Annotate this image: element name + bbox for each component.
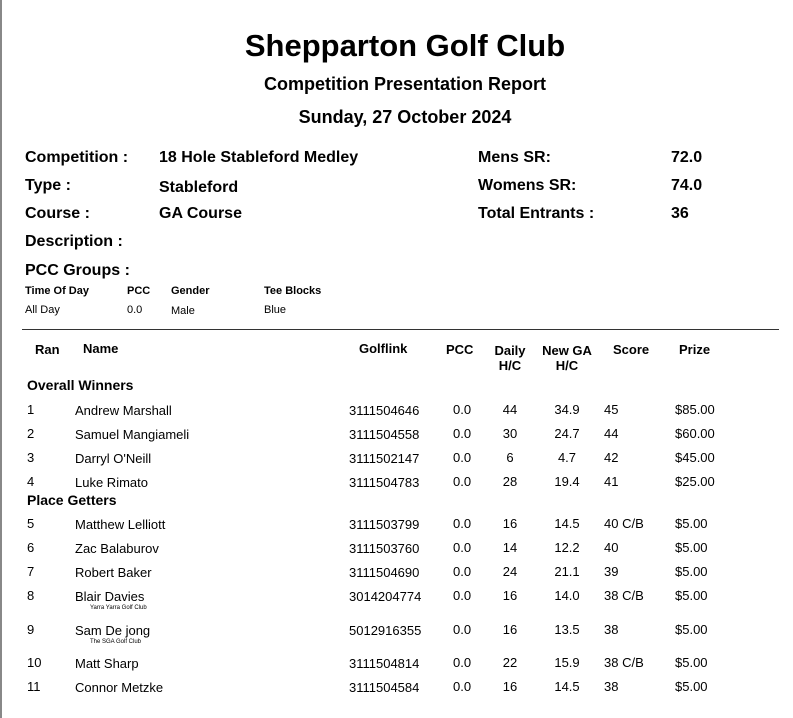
row-rank: 6 bbox=[27, 540, 35, 555]
row-score: 40 C/B bbox=[604, 516, 644, 531]
row-score: 39 bbox=[604, 564, 619, 579]
row-score: 38 bbox=[604, 622, 619, 637]
row-new-ga: 12.2 bbox=[554, 540, 580, 555]
row-golflink: 3111504690 bbox=[349, 565, 420, 580]
row-prize: $85.00 bbox=[675, 402, 715, 417]
row-daily: 6 bbox=[506, 450, 514, 465]
row-rank: 10 bbox=[27, 655, 42, 670]
row-rank: 2 bbox=[27, 426, 35, 441]
row-name: Sam De jong bbox=[75, 623, 151, 638]
row-golflink: 3111503799 bbox=[349, 517, 420, 532]
header-daily-line1: Daily bbox=[494, 343, 526, 358]
row-prize: $60.00 bbox=[675, 426, 715, 441]
row-prize: $5.00 bbox=[675, 540, 708, 555]
row-pcc: 0.0 bbox=[453, 588, 472, 603]
row-pcc: 0.0 bbox=[453, 655, 472, 670]
row-prize: $5.00 bbox=[675, 564, 708, 579]
pcc-header-tee: Tee Blocks bbox=[264, 285, 322, 297]
header-new-ga-line1: New GA bbox=[542, 343, 592, 358]
row-golflink: 3111503760 bbox=[349, 541, 420, 556]
header-golflink: Golflink bbox=[359, 341, 408, 356]
header-daily-line2: H/C bbox=[498, 358, 522, 373]
row-name: Luke Rimato bbox=[75, 475, 148, 490]
row-pcc: 0.0 bbox=[453, 679, 472, 694]
header-prize: Prize bbox=[679, 342, 711, 357]
row-golflink: 3111504814 bbox=[349, 656, 420, 671]
row-score: 38 bbox=[604, 679, 619, 694]
row-name: Andrew Marshall bbox=[75, 403, 172, 418]
type-value: Stableford bbox=[159, 179, 239, 196]
row-new-ga: 15.9 bbox=[554, 655, 580, 670]
type-label: Type : bbox=[25, 177, 71, 194]
row-new-ga: 14.5 bbox=[554, 516, 580, 531]
row-pcc: 0.0 bbox=[453, 622, 472, 637]
row-rank: 7 bbox=[27, 564, 35, 579]
row-pcc: 0.0 bbox=[453, 516, 472, 531]
row-pcc: 0.0 bbox=[453, 564, 472, 579]
mens-sr-label: Mens SR: bbox=[478, 149, 551, 166]
row-prize: $5.00 bbox=[675, 655, 708, 670]
row-new-ga: 14.0 bbox=[554, 588, 580, 603]
mens-sr-value: 72.0 bbox=[671, 149, 703, 166]
row-rank: 11 bbox=[27, 679, 41, 694]
report-date: Sunday, 27 October 2024 bbox=[298, 107, 512, 127]
pcc-gender-value: Male bbox=[171, 305, 195, 317]
row-name: Zac Balaburov bbox=[75, 541, 159, 556]
row-golflink: 3111504783 bbox=[349, 475, 420, 490]
row-rank: 4 bbox=[27, 474, 35, 489]
row-rank: 1 bbox=[27, 402, 35, 417]
row-pcc: 0.0 bbox=[453, 450, 472, 465]
pcc-pcc-value: 0.0 bbox=[127, 304, 143, 316]
row-score: 45 bbox=[604, 402, 619, 417]
row-score: 38 C/B bbox=[604, 588, 644, 603]
row-golflink: 3111504558 bbox=[349, 427, 420, 442]
competition-label: Competition : bbox=[25, 149, 129, 166]
header-score: Score bbox=[613, 342, 650, 357]
row-daily: 16 bbox=[502, 588, 518, 603]
pcc-header-time: Time Of Day bbox=[25, 285, 89, 297]
row-new-ga: 24.7 bbox=[554, 426, 580, 441]
pcc-groups-title: PCC Groups : bbox=[25, 262, 130, 279]
row-name: Blair Davies bbox=[75, 589, 145, 604]
pcc-header-pcc: PCC bbox=[127, 285, 151, 297]
description-label: Description : bbox=[25, 233, 123, 250]
womens-sr-value: 74.0 bbox=[671, 177, 703, 194]
section-title: Overall Winners bbox=[27, 377, 134, 393]
row-name: Samuel Mangiameli bbox=[75, 427, 190, 442]
row-new-ga: 19.4 bbox=[554, 474, 580, 489]
row-golflink: 3014204774 bbox=[349, 589, 422, 604]
divider bbox=[22, 329, 779, 330]
row-daily: 14 bbox=[502, 540, 518, 555]
row-prize: $25.00 bbox=[675, 474, 715, 489]
row-prize: $5.00 bbox=[675, 588, 708, 603]
row-prize: $45.00 bbox=[675, 450, 715, 465]
row-rank: 8 bbox=[27, 588, 35, 603]
report-title: Competition Presentation Report bbox=[263, 74, 546, 94]
pcc-time-value: All Day bbox=[25, 304, 60, 316]
row-pcc: 0.0 bbox=[453, 402, 472, 417]
womens-sr-label: Womens SR: bbox=[478, 177, 577, 194]
row-prize: $5.00 bbox=[675, 516, 708, 531]
row-name: Darryl O'Neill bbox=[75, 451, 152, 466]
header-pcc: PCC bbox=[446, 342, 474, 357]
row-pcc: 0.0 bbox=[453, 474, 472, 489]
row-score: 41 bbox=[604, 474, 619, 489]
row-club: Yarra Yarra Golf Club bbox=[90, 605, 147, 611]
row-name: Robert Baker bbox=[75, 565, 152, 580]
competition-value: 18 Hole Stableford Medley bbox=[159, 149, 359, 166]
row-daily: 28 bbox=[502, 474, 518, 489]
row-rank: 3 bbox=[27, 450, 35, 465]
row-daily: 30 bbox=[502, 426, 518, 441]
row-new-ga: 13.5 bbox=[554, 622, 580, 637]
course-label: Course : bbox=[25, 205, 90, 222]
row-daily: 22 bbox=[502, 655, 518, 670]
row-name: Matthew Lelliott bbox=[75, 517, 166, 532]
row-prize: $5.00 bbox=[675, 622, 708, 637]
pcc-header-gender: Gender bbox=[171, 285, 210, 297]
row-prize: $5.00 bbox=[675, 679, 708, 694]
row-new-ga: 4.7 bbox=[557, 450, 577, 465]
row-pcc: 0.0 bbox=[453, 426, 472, 441]
section-title: Place Getters bbox=[27, 492, 117, 508]
row-pcc: 0.0 bbox=[453, 540, 472, 555]
row-name: Matt Sharp bbox=[75, 656, 139, 671]
row-new-ga: 21.1 bbox=[554, 564, 580, 579]
row-score: 42 bbox=[604, 450, 619, 465]
header-new-ga-line2: H/C bbox=[555, 358, 579, 373]
row-score: 38 C/B bbox=[604, 655, 644, 670]
row-rank: 9 bbox=[27, 622, 35, 637]
row-daily: 24 bbox=[502, 564, 518, 579]
row-golflink: 3111504584 bbox=[349, 680, 420, 695]
entrants-value: 36 bbox=[671, 205, 689, 222]
row-new-ga: 34.9 bbox=[554, 402, 580, 417]
row-daily: 44 bbox=[502, 402, 518, 417]
row-daily: 16 bbox=[502, 679, 518, 694]
header-name: Name bbox=[83, 341, 119, 356]
row-daily: 16 bbox=[502, 622, 518, 637]
entrants-label: Total Entrants : bbox=[478, 205, 595, 222]
row-golflink: 3111504646 bbox=[349, 403, 420, 418]
header-new-ga bbox=[537, 343, 597, 373]
row-golflink: 5012916355 bbox=[349, 623, 422, 638]
row-golflink: 3111502147 bbox=[349, 451, 420, 466]
header-daily bbox=[490, 343, 530, 373]
row-name: Connor Metzke bbox=[75, 680, 164, 695]
course-value: GA Course bbox=[159, 205, 242, 222]
row-new-ga: 14.5 bbox=[554, 679, 580, 694]
row-daily: 16 bbox=[502, 516, 518, 531]
row-rank: 5 bbox=[27, 516, 35, 531]
header-rank: Ran bbox=[35, 342, 60, 357]
row-score: 40 bbox=[604, 540, 619, 555]
row-club: The SGA Golf Club bbox=[90, 639, 142, 645]
row-score: 44 bbox=[604, 426, 619, 441]
pcc-tee-value: Blue bbox=[264, 304, 287, 316]
club-title: Shepparton Golf Club bbox=[244, 28, 566, 63]
